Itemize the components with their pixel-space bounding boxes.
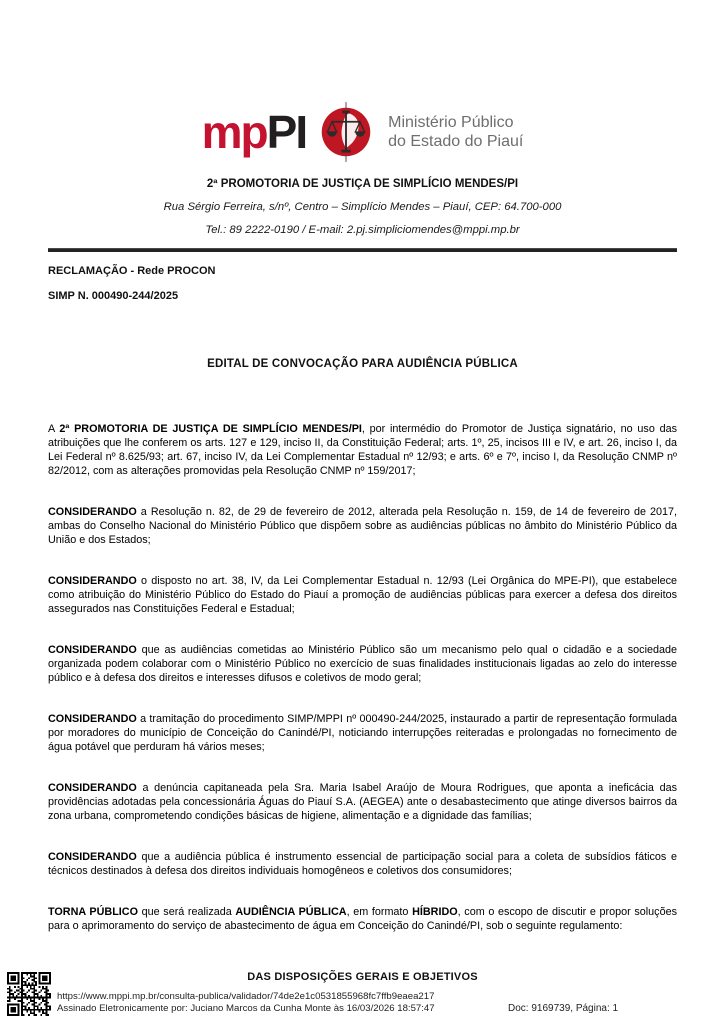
paragraph-lead-bold: CONSIDERANDO [48,782,137,794]
paragraph-text: a tramitação do procedimento SIMP/MPPI nº 000490-244/2025, instaurado a partir de representação formulada por moradores do município de Conceição do Canindé/PI, noticiando interrupções reiteradas e prolongadas no fornecimento de água potável que perduram há vários meses; [48,713,677,753]
paragraph [48,850,677,878]
validation-url: https://www.mppi.mp.br/consulta-publica/validador/74de2e1c0531855968fc7ffb9eaea217 [57,991,435,1002]
org-name [386,113,523,151]
paragraph-text: A [48,423,60,435]
document-title: EDITAL DE CONVOCAÇÃO PARA AUDIÊNCIA PÚBLICA [207,358,518,370]
qr-code-icon [7,972,51,1016]
paragraph [48,643,677,685]
signature-line: Assinado Eletronicamente por: Juciano Marcos da Cunha Monte às 16/03/2026 18:57:47 [57,1003,435,1014]
paragraph-text: que a audiência pública é instrumento essencial de participação social para a coleta de subsídios fáticos e técnicos destinados à defesa dos direitos individuais homogêneos e coletivos dos consumidores; [48,851,677,877]
org-line1: Ministério Público [388,114,514,131]
address-line: Rua Sérgio Ferreira, s/nº, Centro – Simplício Mendes – Piauí, CEP: 64.700-000 [163,201,562,213]
case-block [48,265,677,302]
paragraph-text: que será realizada [138,906,236,918]
org-line2: do Estado do Piauí [388,133,524,150]
paragraph-text: que as audiências cometidas ao Ministério Público são um mecanismo pelo qual o cidadão e a sociedade organizada podem colaborar com o Ministério Público no exercício de suas finalidades institucionais ligadas ao zelo do interesse público e à defesa dos direitos e interesses difusos e coletivos de modo geral; [48,644,677,684]
promotoria-title: 2ª PROMOTORIA DE JUSTIÇA DE SIMPLÍCIO MENDES/PI [206,178,519,190]
paragraph-lead-bold: CONSIDERANDO [48,644,137,656]
paragraph-text: , em formato [346,906,413,918]
paragraph-text: a denúncia capitaneada pela Sra. Maria Isabel Araújo de Moura Rodrigues, que aponta a ineficácia das providências adotadas pela concessionária Águas do Piauí S.A. (AEGEA) ante o desabastecimento que atinge diversos bairros da zona urbana, comprometendo condições básicas de higiene, alimentação e a dignidade das famílias; [48,782,677,822]
paragraph-lead-bold: TORNA PÚBLICO [48,906,139,918]
paragraph [48,422,677,478]
paragraph-lead-bold: CONSIDERANDO [48,575,137,587]
paragraph-text: , por intermédio do Promotor de Justiça signatário, no uso das atribuições que lhe conferem os arts. 127 e 129, inciso II, da Constituição Federal; arts. 1º, 25, incisos III e IV, e art. 26, inciso I, da Lei Federal nº 8.625/93; art. 67, inciso IV, da Lei Complementar Estadual nº 12/93; e arts. 6º e 7º, inciso I, da Resolução CNMP nº 82/2012, com as alterações promovidas pela Resolução CNMP nº 159/2017; [48,423,677,477]
signature-block [57,991,435,1015]
paragraph [48,905,677,933]
paragraph-lead-bold: AUDIÊNCIA PÚBLICA [235,906,347,918]
wordmark-pi: PI [266,106,307,158]
paragraph [48,712,677,754]
case-number: SIMP N. 000490-244/2025 [48,290,179,302]
paragraph-text: o disposto no art. 38, IV, da Lei Complementar Estadual n. 12/93 (Lei Orgânica do MPE-PI), que estabelece como atribuição do Ministério Público do Estado do Piauí a promoção de audiências públicas para exercer a defesa dos direitos assegurados nas Constituições Federal e Estadual; [48,575,677,615]
paragraph [48,574,677,616]
letterhead [0,102,725,252]
paragraph-text: , com o escopo de discutir e propor soluções para o aprimoramento do serviço de abastecimento de água em Conceição do Canindé/PI, sob o seguinte regulamento: [48,906,677,932]
wordmark-mp: mp [201,106,267,158]
paragraph [48,505,677,547]
paragraph-lead-bold: CONSIDERANDO [48,506,137,518]
case-type: RECLAMAÇÃO - Rede PROCON [48,265,216,277]
paragraph-lead-bold: CONSIDERANDO [48,713,137,725]
section-heading: DAS DISPOSIÇÕES GERAIS E OBJETIVOS [247,971,478,983]
paragraph-text: a Resolução n. 82, de 29 de fevereiro de 2012, alterada pela Resolução n. 159, de 14 de fevereiro de 2017, ambas do Conselho Nacional do Ministério Público que dispõem sobre as audiências públicas no âmbito do Ministério Público da União e dos Estados; [48,506,677,546]
contact-line: Tel.: 89 2222-0190 / E-mail: 2.pj.simpliciomendes@mppi.mp.br [205,224,520,236]
document-body [48,422,677,933]
paragraph-lead-bold: HÍBRIDO [412,906,458,918]
header-divider [48,248,677,252]
doc-page-info: Doc: 9169739, Página: 1 [508,1003,619,1014]
paragraph-lead-bold: 2ª PROMOTORIA DE JUSTIÇA DE SIMPLÍCIO MENDES/PI [59,423,362,435]
mppi-wordmark [201,106,307,158]
scales-of-justice-seal-icon [318,101,374,163]
paragraph-lead-bold: CONSIDERANDO [48,851,137,863]
paragraph [48,781,677,823]
mppi-logo [0,102,725,162]
